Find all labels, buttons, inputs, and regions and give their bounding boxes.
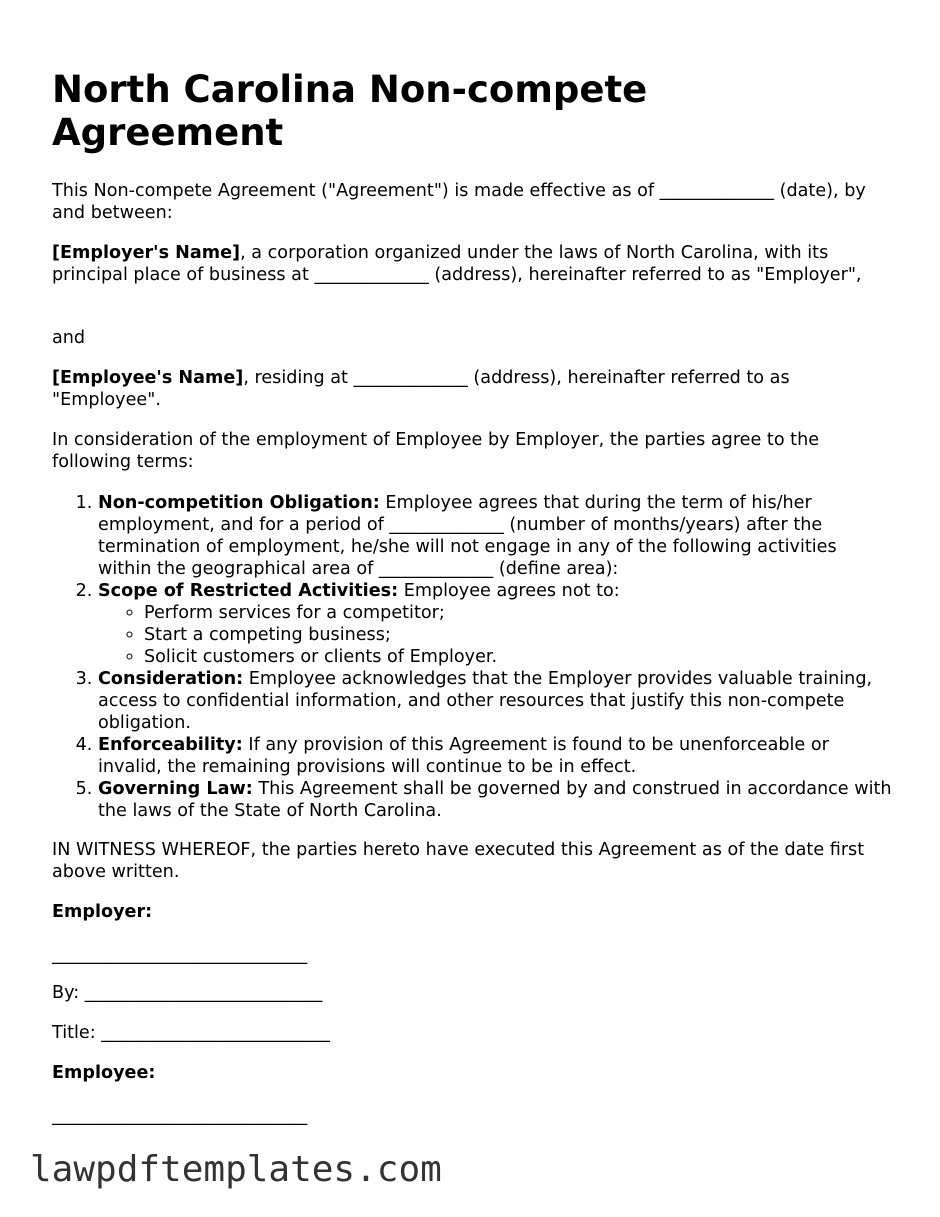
term-text: Employee agrees not to: <box>398 581 620 601</box>
title-signature-line: Title: __________________________ <box>52 1023 330 1043</box>
term-heading: Non-competition Obligation: <box>98 493 380 513</box>
employee-signature-line: _____________________________ <box>52 1106 308 1126</box>
term-item <box>98 668 892 734</box>
intro-paragraph: This Non-compete Agreement ("Agreement") is made effective as of _____________ (date), by and between: <box>52 181 866 223</box>
witness-paragraph: IN WITNESS WHEREOF, the parties hereto have executed this Agreement as of the date first above written. <box>52 840 865 882</box>
terms-list <box>52 492 892 822</box>
employer-name-placeholder: [Employer's Name] <box>52 243 241 263</box>
by-signature-line: By: ___________________________ <box>52 983 323 1003</box>
term-text: Employee acknowledges that the Employer provides valuable training, access to confidential information, and other resources that justify this non-compete obligation. <box>98 669 873 733</box>
employee-party-text: , residing at _____________ (address), hereinafter referred to as "Employee". <box>52 368 790 410</box>
and-text: and <box>52 328 86 348</box>
restricted-activity-item: ◦ Start a competing business; <box>144 624 892 646</box>
term-heading: Enforceability: <box>98 735 243 755</box>
term-text: Employee agrees that during the term of his/her employment, and for a period of _____________ (number of months/years) after the termination of employment, he/she will not engage in any of the following activities within the geographical area of _____________ (define area): <box>98 493 837 579</box>
employee-name-placeholder: [Employee's Name] <box>52 368 244 388</box>
term-text: If any provision of this Agreement is found to be unenforceable or invalid, the remaining provisions will continue to be in effect. <box>98 735 829 777</box>
term-item <box>98 734 892 778</box>
employee-party-paragraph <box>52 367 892 411</box>
term-heading: Governing Law: <box>98 779 253 799</box>
consideration-intro: In consideration of the employment of Employee by Employer, the parties agree to the following terms: <box>52 430 820 472</box>
term-item <box>98 492 892 580</box>
term-text: This Agreement shall be governed by and construed in accordance with the laws of the State of North Carolina. <box>98 779 892 821</box>
term-heading: Consideration: <box>98 669 244 689</box>
term-item <box>98 778 892 822</box>
employee-signature-label: Employee: <box>52 1063 156 1083</box>
restricted-activity-item: ◦ Perform services for a competitor; <box>144 602 892 624</box>
employer-signature-label: Employer: <box>52 902 153 922</box>
term-heading: Scope of Restricted Activities: <box>98 581 399 601</box>
employer-party-paragraph <box>52 242 892 286</box>
restricted-activities-list <box>98 602 892 668</box>
employer-signature-line: _____________________________ <box>52 945 308 965</box>
footer-watermark: lawpdftemplates.com <box>30 1149 442 1190</box>
employer-party-text: , a corporation organized under the laws of North Carolina, with its principal place of business at _____________ (address), hereinafter referred to as "Employer", <box>52 243 862 285</box>
term-item <box>98 580 892 668</box>
page-title: North Carolina Non-compete Agreement <box>52 68 648 154</box>
restricted-activity-item: ◦ Solicit customers or clients of Employer. <box>144 646 892 668</box>
